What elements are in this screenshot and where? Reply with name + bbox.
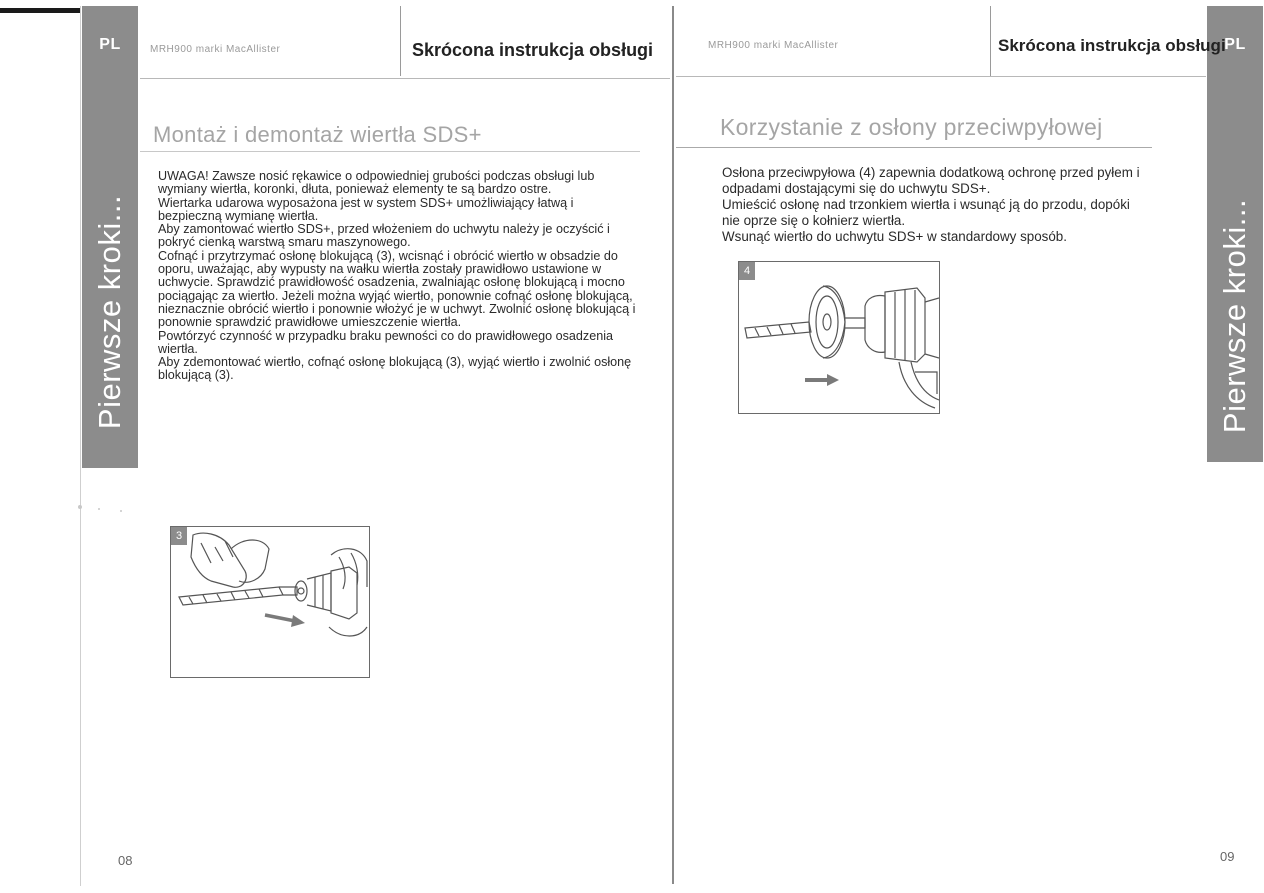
left-paragraph-system: Wiertarka udarowa wyposażona jest w system SDS+ umożliwiający łatwą i bezpieczną wymianę wiertła. (158, 195, 574, 223)
figure-3-drill-bit-insertion (170, 526, 370, 678)
left-page-edge (80, 6, 81, 886)
right-brand-label: MRH900 marki MacAllister (708, 40, 839, 51)
right-tab-vertical-label: Pierwsze kroki... (1217, 198, 1252, 434)
right-header-rule (676, 76, 1206, 77)
right-paragraph-insert: Wsunąć wiertło do uchwytu SDS+ w standardowy sposób. (722, 229, 1067, 244)
top-black-rule (0, 8, 80, 13)
left-paragraph-repeat: Powtórzyć czynność w przypadku braku pewności co do prawidłowego osadzenia wiertła. (158, 328, 614, 356)
right-paragraph-placement: Umieścić osłonę nad trzonkiem wiertła i wsunąć ją do przodu, dopóki nie oprze się o kołnierz wiertła. (722, 197, 1130, 228)
right-section-rule (676, 147, 1152, 148)
left-paragraph-procedure: Cofnąć i przytrzymać osłonę blokującą (3), wcisnąć i obrócić wiertło w obsadzie do oporu, uważając, aby wypusty na wałku wiertła zostały prawidłowo ustawione w uchwycie. Sprawdzić prawidłowość osadzenia, zwalniając osłonę blokującą i mocno pociągając za wiertło. Jeżeli można wyjąć wiertło, ponownie cofnąć osłonę blokującą, nieznacznie obrócić wiertło i ponownie włożyć je w uchwyt. Zwolnić osłonę blokującą i ponownie sprawdzić prawidłowe umieszczenie wiertła. (158, 248, 636, 330)
dust-shield-illustration (739, 262, 939, 413)
left-section-rule (140, 151, 640, 152)
left-tab-language: PL (99, 36, 121, 53)
left-side-tab (82, 6, 138, 468)
left-brand-label: MRH900 marki MacAllister (150, 44, 281, 55)
book-spine (672, 6, 674, 884)
left-body-text (158, 170, 638, 383)
left-paragraph-warning: UWAGA! Zawsze nosić rękawice o odpowiedniej grubości podczas obsługi lub wymiany wiertła, koronki, dłuta, ponieważ elementy te są bardzo ostre. (158, 169, 595, 197)
right-header-title: Skrócona instrukcja obsługi (998, 36, 1226, 55)
figure-4-dust-shield (738, 261, 940, 414)
figure-4-number: 4 (739, 262, 755, 280)
left-paragraph-mounting: Aby zamontować wiertło SDS+, przed włożeniem do uchwytu należy je oczyścić i pokryć cienką warstwą smaru maszynowego. (158, 222, 610, 250)
right-tab-language: PL (1224, 36, 1246, 53)
right-paragraph-dust-shield: Osłona przeciwpyłowa (4) zapewnia dodatkową ochronę przed pyłem i odpadami dostającymi się do uchwytu SDS+. (722, 165, 1140, 196)
right-page-number: 09 (1220, 849, 1235, 864)
left-header-divider (400, 6, 401, 76)
scan-speck (120, 510, 122, 512)
right-section-title: Korzystanie z osłony przeciwpyłowej (720, 114, 1103, 140)
left-page-number: 08 (118, 853, 133, 868)
scan-speck (78, 505, 82, 509)
left-header-rule (140, 78, 670, 79)
left-section-title: Montaż i demontaż wiertła SDS+ (153, 122, 482, 147)
bit-insertion-illustration (171, 527, 369, 677)
scan-speck (98, 508, 100, 510)
right-body-text (722, 165, 1142, 245)
left-paragraph-removal: Aby zdemontować wiertło, cofnąć osłonę blokującą (3), wyjąć wiertło i zwolnić osłonę blokującą (3). (158, 355, 632, 383)
figure-3-number: 3 (171, 527, 187, 545)
right-side-tab (1207, 6, 1263, 462)
left-tab-vertical-label: Pierwsze kroki... (92, 194, 127, 430)
right-header-divider (990, 6, 991, 76)
left-header-title: Skrócona instrukcja obsługi (412, 40, 654, 60)
